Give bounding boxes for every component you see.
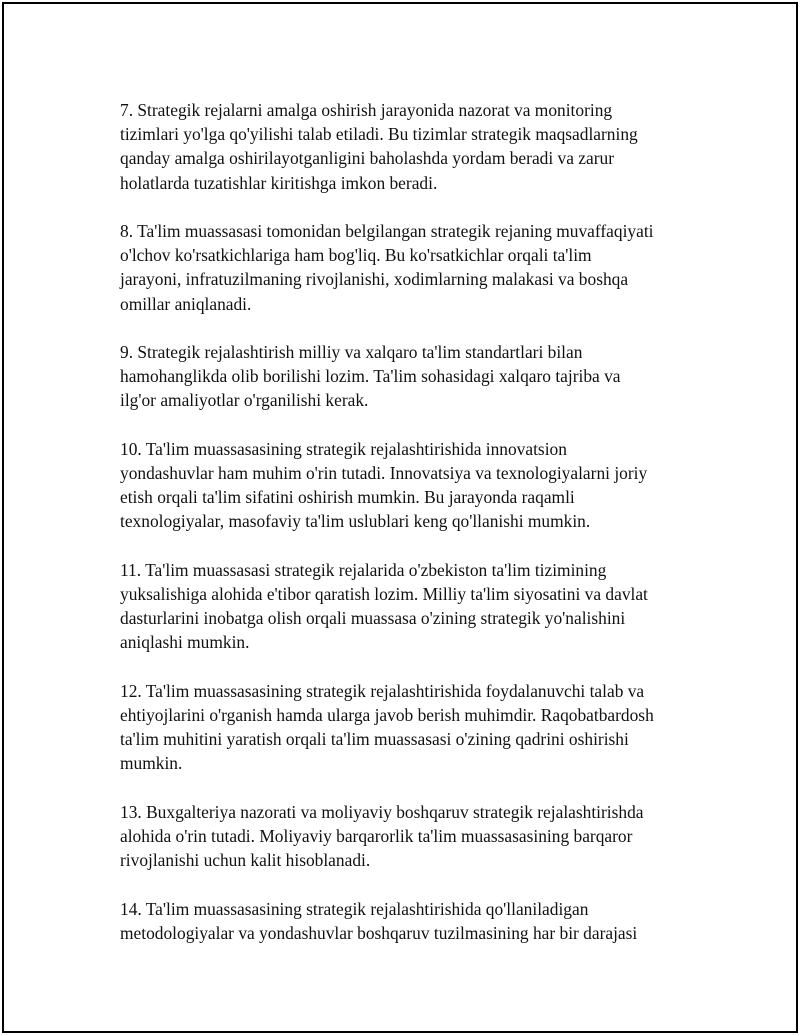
text-line: omillar aniqlanadi. [120, 293, 252, 314]
text-line: 8. Ta'lim muassasasi tomonidan belgilangan strategik rejaning muvaffaqiyati [120, 221, 654, 241]
text-line: dasturlarini inobatga olish orqali muassasa o'zining strategik yo'nalishini [120, 608, 626, 629]
text-line: tizimlari yo'lga qo'yilishi talab etiladi. Bu tizimlar strategik maqsadlarning [120, 124, 638, 145]
text-line: 12. Ta'lim muassasasining strategik rejalashtirishida foydalanuvchi talab va [120, 680, 645, 701]
paragraph-11 [120, 558, 710, 655]
text-line: ilg'or amaliyotlar o'rganilishi kerak. [120, 390, 369, 411]
text-line: 9. Strategik rejalashtirish milliy va xalqaro ta'lim standartlari bilan [120, 342, 583, 362]
text-line: 7. Strategik rejalarni amalga oshirish jarayonida nazorat va monitoring [120, 100, 613, 120]
page-frame [2, 2, 798, 1033]
text-line: mumkin. [120, 753, 183, 774]
paragraph-13 [120, 800, 710, 873]
text-line: etish orqali ta'lim sifatini oshirish mumkin. Bu jarayonda raqamli [120, 487, 575, 508]
document-body [120, 98, 710, 969]
paragraph-7 [120, 98, 710, 195]
paragraph-8 [120, 219, 710, 316]
text-line: jarayoni, infratuzilmaning rivojlanishi, xodimlarning malakasi va boshqa [120, 269, 629, 290]
text-line: alohida o'rin tutadi. Moliyaviy barqarorlik ta'lim muassasasining barqaror [120, 826, 633, 846]
text-line: ehtiyojlarini o'rganish hamda ularga javob berish muhimdir. Raqobatbardosh [120, 705, 654, 725]
text-line: qanday amalga oshirilayotganligini baholashda yordam beradi va zarur [120, 148, 615, 169]
paragraph-14 [120, 897, 710, 945]
text-line: aniqlashi mumkin. [120, 632, 250, 653]
paragraph-12 [120, 679, 710, 776]
text-line: holatlarda tuzatishlar kiritishga imkon beradi. [120, 172, 438, 193]
text-line: 14. Ta'lim muassasasining strategik rejalashtirishida qo'llaniladigan [120, 898, 589, 919]
text-line: yondashuvlar ham muhim o'rin tutadi. Innovatsiya va texnologiyalarni joriy [120, 463, 648, 483]
text-line: metodologiyalar va yondashuvlar boshqaruv tuzilmasining har bir darajasi [120, 922, 638, 943]
text-line: 10. Ta'lim muassasasining strategik rejalashtirishida innovatsion [120, 438, 567, 459]
text-line: texnologiyalar, masofaviy ta'lim uslublari keng qo'llanishi mumkin. [120, 511, 591, 532]
text-line: 13. Buxgalteriya nazorati va moliyaviy boshqaruv strategik rejalashtirishda [120, 801, 644, 822]
text-line: 11. Ta'lim muassasasi strategik rejalarida o'zbekiston ta'lim tizimining [120, 559, 607, 580]
text-line: hamohanglikda olib borilishi lozim. Ta'lim sohasidagi xalqaro tajriba va [120, 366, 621, 387]
paragraph-10 [120, 437, 710, 534]
text-line: o'lchov ko'rsatkichlariga ham bog'liq. Bu ko'rsatkichlar orqali ta'lim [120, 245, 592, 266]
text-line: ta'lim muhitini yaratish orqali ta'lim muassasasi o'zining qadrini oshirishi [120, 729, 629, 750]
paragraph-9 [120, 340, 710, 413]
text-line: yuksalishiga alohida e'tibor qaratish lozim. Milliy ta'lim siyosatini va davlat [120, 584, 648, 604]
text-line: rivojlanishi uchun kalit hisoblanadi. [120, 850, 371, 871]
